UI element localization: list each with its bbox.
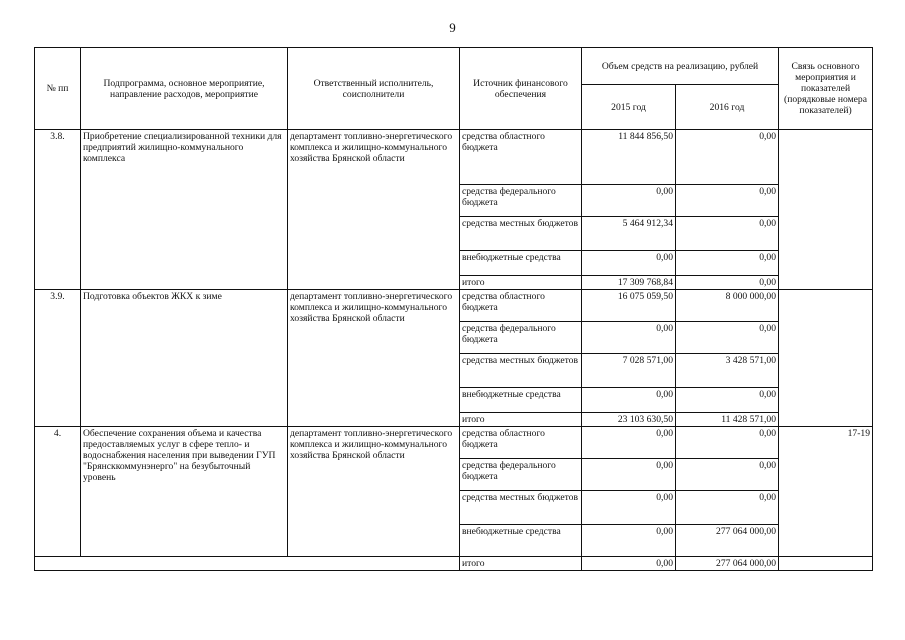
value-2015: 0,00 [582, 388, 676, 413]
value-2015: 0,00 [582, 322, 676, 354]
value-2016-total: 277 064 000,00 [676, 557, 779, 571]
header-year-2016: 2016 год [676, 85, 779, 130]
source-cell-total: итого [460, 557, 582, 571]
value-2015: 0,00 [582, 459, 676, 491]
source-cell-total: итого [460, 413, 582, 427]
value-2016: 3 428 571,00 [676, 354, 779, 388]
table-row [35, 130, 873, 185]
value-2016: 277 064 000,00 [676, 525, 779, 557]
header-link: Связь основного мероприятия и показателей (порядковые номера показателей) [779, 48, 873, 130]
value-2015-total: 0,00 [582, 557, 676, 571]
header-executor: Ответственный исполнитель, соисполнители [288, 48, 460, 130]
executor-name: департамент топливно-энергетического комплекса и жилищно-коммунального хозяйства Брянской области [288, 427, 460, 557]
value-2015: 0,00 [582, 525, 676, 557]
indicator-link [779, 130, 873, 290]
value-2015: 5 464 912,34 [582, 217, 676, 251]
source-cell: средства местных бюджетов [460, 217, 582, 251]
empty-total-cells [35, 557, 460, 571]
value-2015: 0,00 [582, 251, 676, 276]
program-name: Обеспечение сохранения объема и качества предоставляемых услуг в сфере тепло- и водоснабжения населения при выведении ГУП "Брянсккоммунэнерго" на безубыточный уровень [81, 427, 288, 557]
value-2015: 0,00 [582, 185, 676, 217]
value-2015: 7 028 571,00 [582, 354, 676, 388]
value-2016-total: 11 428 571,00 [676, 413, 779, 427]
value-2016: 8 000 000,00 [676, 290, 779, 322]
value-2016: 0,00 [676, 251, 779, 276]
source-cell: средства федерального бюджета [460, 185, 582, 217]
source-cell: средства федерального бюджета [460, 322, 582, 354]
budget-table [34, 47, 873, 571]
value-2015: 16 075 059,50 [582, 290, 676, 322]
source-cell: средства областного бюджета [460, 290, 582, 322]
source-cell-total: итого [460, 276, 582, 290]
source-cell: внебюджетные средства [460, 388, 582, 413]
value-2016: 0,00 [676, 459, 779, 491]
source-cell: внебюджетные средства [460, 251, 582, 276]
value-2016-total: 0,00 [676, 276, 779, 290]
header-source: Источник финансового обеспечения [460, 48, 582, 130]
indicator-link: 17-19 [779, 427, 873, 557]
value-2015-total: 23 103 630,50 [582, 413, 676, 427]
row-number: 4. [35, 427, 81, 557]
value-2015: 11 844 856,50 [582, 130, 676, 185]
executor-name: департамент топливно-энергетического комплекса и жилищно-коммунального хозяйства Брянской области [288, 290, 460, 427]
executor-name: департамент топливно-энергетического комплекса и жилищно-коммунального хозяйства Брянской области [288, 130, 460, 290]
header-program: Подпрограмма, основное мероприятие, направление расходов, мероприятие [81, 48, 288, 130]
value-2015: 0,00 [582, 427, 676, 459]
empty-link-cell [779, 557, 873, 571]
source-cell: средства местных бюджетов [460, 491, 582, 525]
value-2016: 0,00 [676, 388, 779, 413]
value-2016: 0,00 [676, 185, 779, 217]
indicator-link [779, 290, 873, 427]
source-cell: внебюджетные средства [460, 525, 582, 557]
value-2016: 0,00 [676, 322, 779, 354]
page-number: 9 [449, 20, 456, 35]
value-2016: 0,00 [676, 217, 779, 251]
value-2015: 0,00 [582, 491, 676, 525]
source-cell: средства местных бюджетов [460, 354, 582, 388]
source-cell: средства областного бюджета [460, 427, 582, 459]
source-cell: средства федерального бюджета [460, 459, 582, 491]
header-num: № пп [35, 48, 81, 130]
value-2016: 0,00 [676, 427, 779, 459]
table-row [35, 427, 873, 459]
header-year-2015: 2015 год [582, 85, 676, 130]
program-name: Приобретение специализированной техники для предприятий жилищно-коммунального комплекса [81, 130, 288, 290]
header-volume: Объем средств на реализацию, рублей [582, 48, 779, 85]
program-name: Подготовка объектов ЖКХ к зиме [81, 290, 288, 427]
table-row-total [35, 557, 873, 571]
row-number: 3.9. [35, 290, 81, 427]
row-number: 3.8. [35, 130, 81, 290]
value-2015-total: 17 309 768,84 [582, 276, 676, 290]
source-cell: средства областного бюджета [460, 130, 582, 185]
value-2016: 0,00 [676, 491, 779, 525]
value-2016: 0,00 [676, 130, 779, 185]
table-row [35, 290, 873, 322]
